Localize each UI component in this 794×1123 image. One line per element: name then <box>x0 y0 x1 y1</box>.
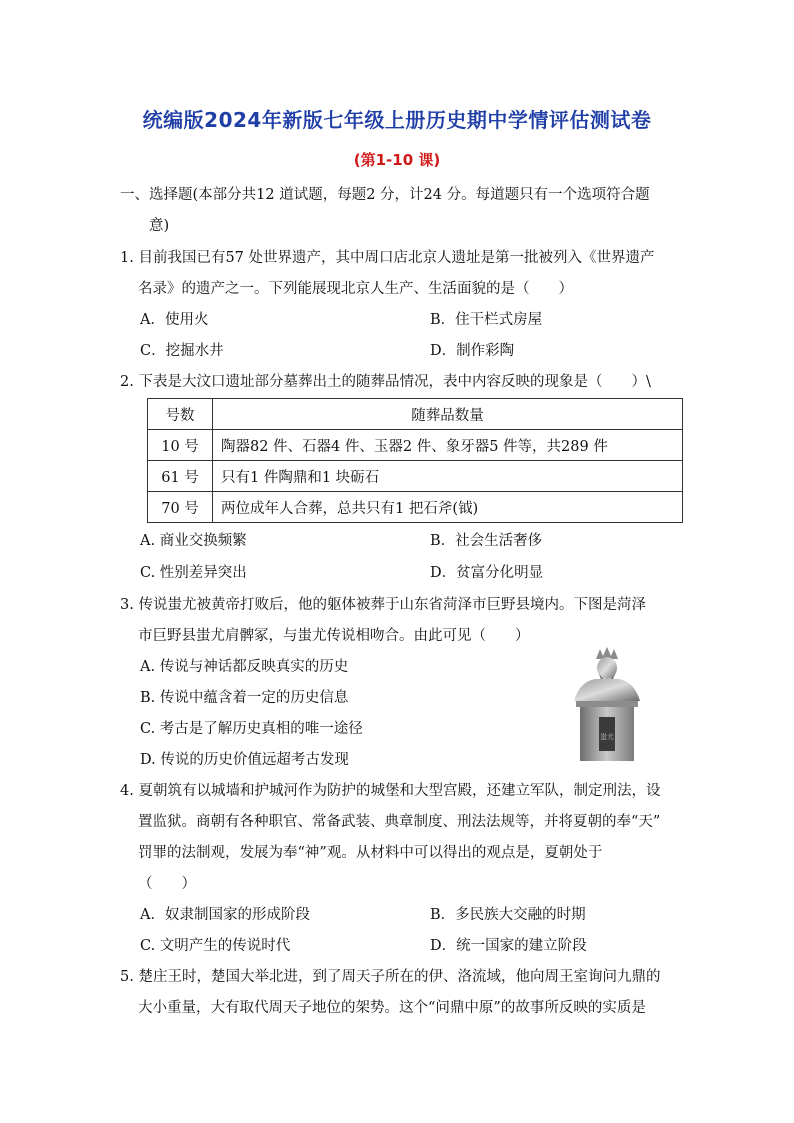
q1-stem-line2: 名录》的遗产之一。下列能展现北京人生产、生活面貌的是（ ） <box>138 281 573 297</box>
table-header-row <box>148 399 683 430</box>
q4-stem-line4: （ ） <box>138 876 196 892</box>
table-cell-goods: 只有1 件陶鼎和1 块砺石 <box>213 461 683 492</box>
table-header-number: 号数 <box>148 399 213 430</box>
q4-stem-line2: 置监狱。商朝有各种职官、常备武装、典章制度、刑法法规等，并将夏朝的奉“天” <box>138 814 661 830</box>
q3-option-b: B. 传说中蕴含着一定的历史信息 <box>140 690 349 706</box>
table-row <box>148 492 683 523</box>
q1-option-c: C．挖掘水井 <box>140 343 224 359</box>
table-header-goods: 随葬品数量 <box>213 399 683 430</box>
q1-stem-line1: 1. 目前我国已有57 处世界遗产，其中周口店北京人遗址是第一批被列入《世界遗产 <box>120 250 655 266</box>
q4-option-a: A．奴隶制国家的形成阶段 <box>140 907 310 923</box>
exam-title: 统编版2024年新版七年级上册历史期中学情评估测试卷 <box>142 108 652 132</box>
q1-option-d: D．制作彩陶 <box>430 343 515 359</box>
q2-stem-line1: 2. 下表是大汶口遗址部分墓葬出土的随葬品情况，表中内容反映的现象是（ ）\ <box>120 374 651 390</box>
section-heading-line1: 一、选择题(本部分共12 道试题，每题2 分，计24 分。每道题只有一个选项符合题 <box>120 187 650 203</box>
plaque-inscription: 蚩尤 <box>600 733 614 741</box>
table-cell-number: 70 号 <box>148 492 213 523</box>
q2-option-a: A. 商业交换频繁 <box>140 533 247 549</box>
table-cell-goods: 两位成年人合葬，总共只有1 把石斧(钺) <box>213 492 683 523</box>
q2-option-b: B．社会生活奢侈 <box>430 533 543 549</box>
exam-subtitle: (第1-10 课) <box>353 151 441 169</box>
table-cell-number: 61 号 <box>148 461 213 492</box>
q4-stem-line3: 罚罪的法制观，发展为奉“神”观。从材料中可以得出的观点是，夏朝处于 <box>138 845 603 861</box>
q3-option-a: A. 传说与神话都反映真实的历史 <box>140 659 349 675</box>
q3-option-c: C. 考古是了解历史真相的唯一途径 <box>140 721 363 737</box>
chiyou-statue-image <box>566 645 648 761</box>
q3-option-d: D. 传说的历史价值远超考古发现 <box>140 752 349 768</box>
table-cell-number: 10 号 <box>148 430 213 461</box>
q5-stem-line1: 5. 楚庄王时，楚国大举北进，到了周天子所在的伊、洛流域，他向周王室询问九鼎的 <box>120 969 661 985</box>
section-heading-line2: 意) <box>149 218 170 234</box>
q1-option-a: A．使用火 <box>140 312 209 328</box>
q2-option-c: C. 性别差异突出 <box>140 565 247 581</box>
q3-stem-line1: 3. 传说蚩尤被黄帝打败后，他的躯体被葬于山东省菏泽市巨野县境内。下图是菏泽 <box>120 597 646 613</box>
q4-option-c: C. 文明产生的传说时代 <box>140 938 291 954</box>
q4-stem-line1: 4. 夏朝筑有以城墙和护城河作为防护的城堡和大型宫殿，还建立军队，制定刑法，设 <box>120 783 661 799</box>
table-cell-goods: 陶器82 件、石器4 件、玉器2 件、象牙器5 件等，共289 件 <box>213 430 683 461</box>
q2-option-d: D．贫富分化明显 <box>430 565 544 581</box>
q3-stem-line2: 市巨野县蚩尤肩髀冢，与蚩尤传说相吻合。由此可见（ ） <box>138 628 530 644</box>
q4-option-d: D．统一国家的建立阶段 <box>430 938 587 954</box>
q4-option-b: B．多民族大交融的时期 <box>430 907 586 923</box>
q1-option-b: B．住干栏式房屋 <box>430 312 543 328</box>
table-row <box>148 461 683 492</box>
q5-stem-line2: 大小重量，大有取代周天子地位的架势。这个“问鼎中原”的故事所反映的实质是 <box>138 1000 646 1016</box>
table-row <box>148 430 683 461</box>
burial-goods-table <box>147 398 683 523</box>
